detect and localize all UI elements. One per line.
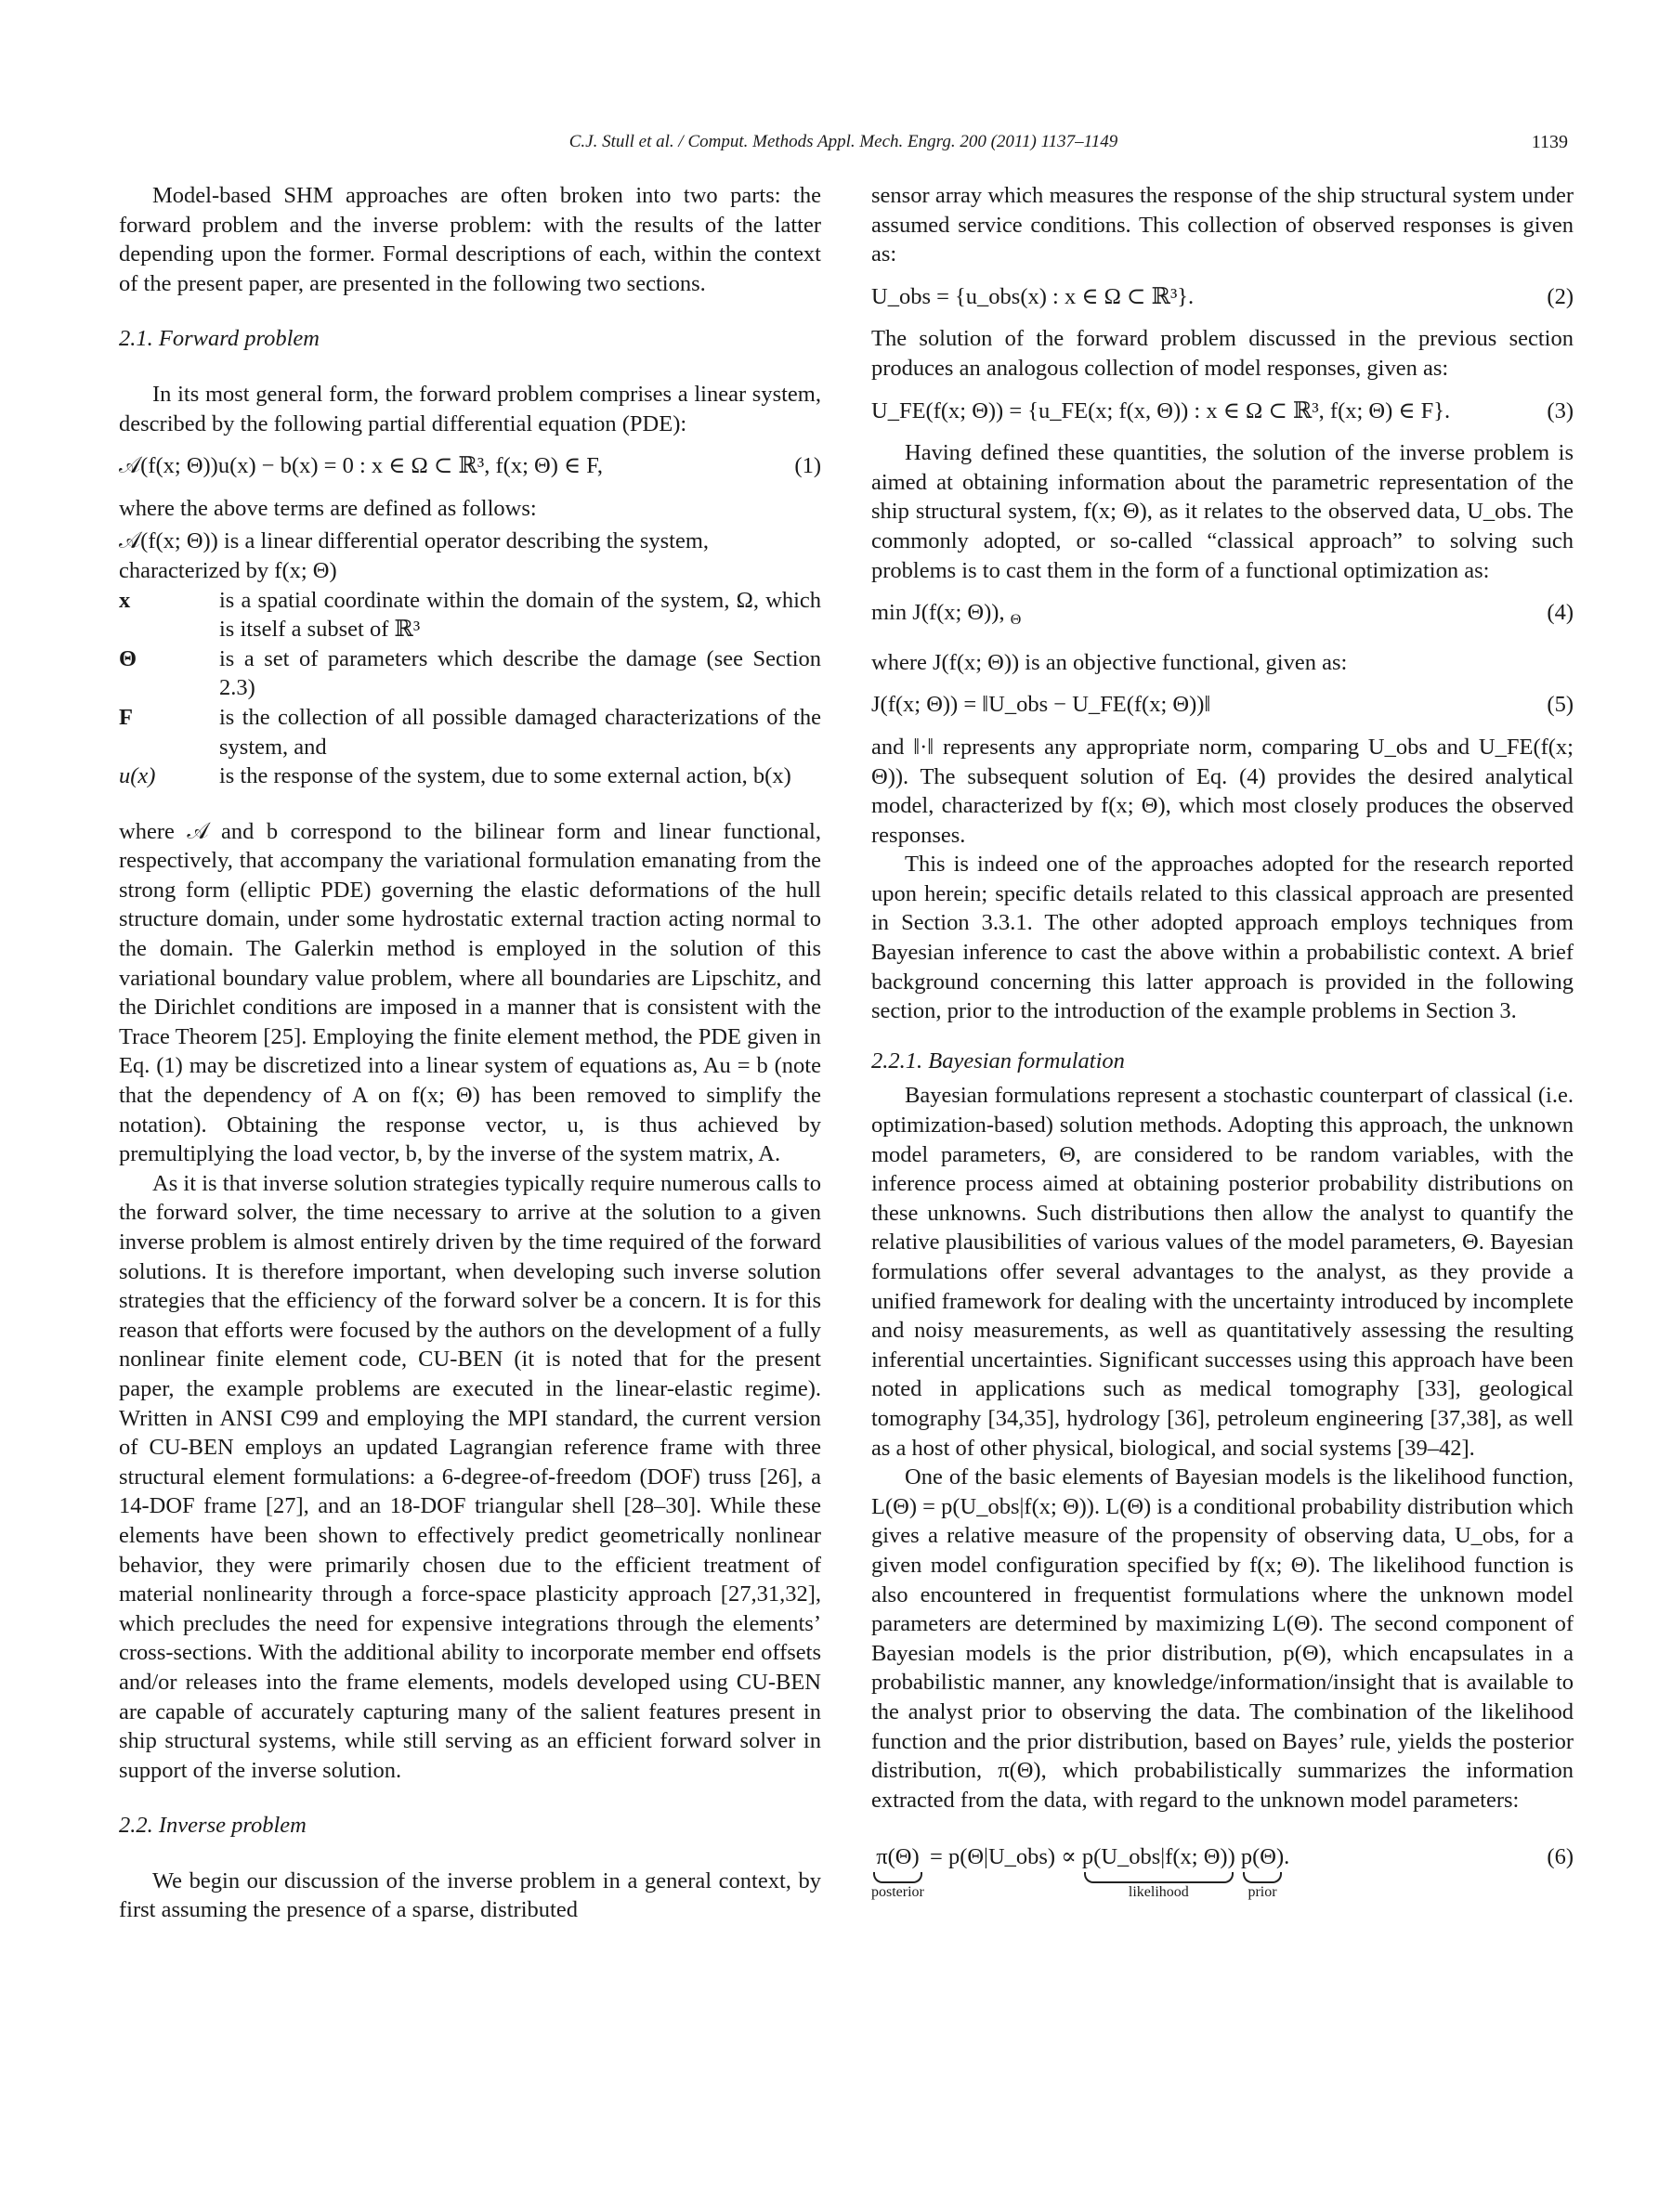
equation-6 bbox=[871, 1842, 1574, 1902]
paragraph-having: Having defined these quantities, the solution of the inverse problem is aimed at obtaining information about the parametric representation of the ship structural system, f(x; Θ), as it relates to the observed data, U_obs. The commonly adopted, or so-called “classical approach” to solving such problems is to cast them in the form of a functional optimization as: bbox=[871, 440, 1574, 583]
label-prior: prior bbox=[1248, 1883, 1277, 1900]
equation-2-math: U_obs = {u_obs(x) : x ∈ Ω ⊂ ℝ³}. bbox=[871, 283, 1195, 309]
definition-item bbox=[119, 586, 821, 644]
equation-3-math: U_FE(f(x; Θ)) = {u_FE(x; f(x, Θ)) : x ∈ Ω ⊂ ℝ³, f(x; Θ) ∈ F}. bbox=[871, 397, 1451, 423]
definition-item bbox=[119, 761, 821, 791]
left-column bbox=[119, 181, 821, 1925]
equation-2 bbox=[871, 282, 1574, 312]
definition-term: u(x) bbox=[119, 763, 156, 789]
running-head bbox=[119, 132, 1568, 152]
page-number: 1139 bbox=[1531, 132, 1568, 152]
definition-term: x bbox=[119, 587, 131, 613]
paragraph-inverse: We begin our discussion of the inverse problem in a general context, by first assuming the presence of a sparse, distributed bbox=[119, 1867, 821, 1923]
paragraph-where-j: where J(f(x; Θ)) is an objective functional, given as: bbox=[871, 649, 1348, 675]
paragraph-model: The solution of the forward problem discussed in the previous section produces an analogous collection of model responses, given as: bbox=[871, 326, 1574, 381]
definition-term: 𝒜(f(x; Θ)) bbox=[119, 528, 218, 554]
equation-5-number: (5) bbox=[1547, 692, 1574, 718]
brace-likelihood bbox=[1084, 1872, 1234, 1883]
equation-4 bbox=[871, 598, 1574, 635]
equation-5-math: J(f(x; Θ)) = ‖U_obs − U_FE(f(x; Θ))‖ bbox=[871, 692, 1211, 718]
definition-desc: is the response of the system, due to some external action, b(x) bbox=[219, 763, 791, 789]
section-heading-2-1: 2.1. Forward problem bbox=[119, 326, 320, 352]
paragraph-norm: and ‖·‖ represents any appropriate norm, comparing U_obs and U_FE(f(x; Θ)). The subsequent solution of Eq. (4) provides the desired analytical model, characterized by f(x; Θ), which most closely produces the observed responses. bbox=[871, 734, 1574, 848]
definition-term: F bbox=[119, 704, 133, 730]
equation-3 bbox=[871, 397, 1574, 426]
equation-6-end: . bbox=[1284, 1844, 1290, 1870]
underbrace-posterior: π(Θ) posterior bbox=[871, 1844, 924, 1900]
equation-1 bbox=[119, 451, 821, 481]
definition-list bbox=[119, 527, 821, 790]
paragraph-galerkin: where 𝒜 and b correspond to the bilinear form and linear functional, respectively, that accompany the variational formulation emanating from the strong form (elliptic PDE) governing the elastic deformations of the hull structure domain, under some hydrostatic external traction acting normal to the domain. The Galerkin method is employed in the solution of this variational boundary value problem, where all boundaries are Lipschitz, and the Dirichlet conditions are imposed in a manner that is consistent with the Trace Theorem [25]. Employing the finite element method, the PDE given in Eq. (1) may be discretized into a linear system of equations as, Au = b (note that the dependency of A on f(x; Θ) has been removed to simplify the notation). Obtaining the response vector, u, is thus achieved by premultiplying the load vector, b, by the inverse of the system matrix, A. bbox=[119, 818, 821, 1167]
brace-prior bbox=[1243, 1872, 1282, 1883]
paragraph-forward: In its most general form, the forward problem comprises a linear system, described by the following partial differential equation (PDE): bbox=[119, 381, 821, 436]
definition-item bbox=[119, 703, 821, 761]
paragraph-intro: Model-based SHM approaches are often broken into two parts: the forward problem and the inverse problem: with the results of the latter depending upon the former. Formal descriptions of each, within the context of the present paper, are presented in the following two sections. bbox=[119, 183, 821, 296]
definition-desc: is a set of parameters which describe the damage (see Section 2.3) bbox=[219, 645, 821, 701]
brace-posterior bbox=[873, 1872, 922, 1883]
label-likelihood: likelihood bbox=[1128, 1883, 1189, 1900]
paragraph-sensor: sensor array which measures the response of the ship structural system under assumed service conditions. This collection of observed responses is given as: bbox=[871, 183, 1574, 267]
equation-6-math bbox=[871, 1842, 1289, 1902]
paragraph-indeed: This is indeed one of the approaches adopted for the research reported upon herein; specific details related to this classical approach are presented in Section 3.3.1. The other adopted approach employs techniques from Bayesian inference to cast the above within a probabilistic context. A brief background concerning this latter approach is provided in the following section, prior to the introduction of the example problems in Section 3. bbox=[871, 852, 1574, 1024]
definition-item bbox=[119, 644, 821, 703]
equation-5 bbox=[871, 690, 1574, 720]
label-posterior: posterior bbox=[871, 1883, 924, 1900]
definition-desc: is a linear differential operator describing the system, characterized by f(x; Θ) bbox=[119, 528, 710, 583]
equation-4-math: min J(f(x; Θ)), $_\Theta$ bbox=[871, 600, 1022, 629]
paragraph-bayes: Bayesian formulations represent a stochastic counterpart of classical (i.e. optimization-based) solution methods. Adopting this approach, the unknown model parameters, Θ, are considered to be random variables, with the inference process aimed at obtaining posterior probability distributions on these unknowns. Such distributions then allow the analyst to quantify the relative plausibilities of various values of the model parameters, Θ. Bayesian formulations offer several advantages to the analyst, as they provide a unified framework for dealing with the uncertainty introduced by incomplete and noisy measurements, as well as quantitatively assessing the resulting inferential uncertainties. Significant successes using this approach have been noted in applications such as medical tomography [33], geological tomography [34,35], hydrology [36], petroleum engineering [37,38], as well as a host of other physical, biological, and social systems [39–42]. bbox=[871, 1083, 1574, 1461]
equation-4-number: (4) bbox=[1547, 600, 1574, 626]
right-column bbox=[871, 181, 1574, 1915]
paragraph-where: where the above terms are defined as follows: bbox=[119, 495, 537, 521]
definition-desc: is a spatial coordinate within the domain of the system, Ω, which is itself a subset of ℝ³ bbox=[219, 587, 821, 643]
underbrace-prior: p(Θ) prior bbox=[1240, 1844, 1285, 1900]
definition-desc: is the collection of all possible damaged characterizations of the system, and bbox=[219, 704, 821, 760]
paragraph-cuben: As it is that inverse solution strategies typically require numerous calls to the forward solver, the time necessary to arrive at the solution to a given inverse problem is almost entirely driven by the time required of the forward solutions. It is therefore important, when developing such inverse solution strategies that the efficiency of the forward solver be a concern. It is for this reason that efforts were focused by the authors on the development of a fully nonlinear finite element code, CU-BEN (it is noted that for the present paper, the example problems are executed in the linear-elastic regime). Written in ANSI C99 and employing the MPI standard, the current version of CU-BEN employs an updated Lagrangian reference frame with three structural element formulations: a 6-degree-of-freedom (DOF) truss [26], a 14-DOF frame [27], and an 18-DOF triangular shell [28–30]. While these elements have been shown to effectively predict geometrically nonlinear behavior, they were primarily chosen due to the efficient treatment of material nonlinearity through a force-space plasticity approach [27,31,32], which precludes the need for expensive integrations through the elements’ cross-sections. With the additional ability to incorporate member end offsets and/or releases into the frame elements, models developed using CU-BEN are capable of accurately capturing many of the salient features present in ship structural systems, while still serving as an efficient forward solver in support of the inverse solution. bbox=[119, 1170, 821, 1783]
equation-1-math: 𝒜(f(x; Θ))u(x) − b(x) = 0 : x ∈ Ω ⊂ ℝ³, f(x; Θ) ∈ F, bbox=[119, 453, 604, 479]
running-head-text: C.J. Stull et al. / Comput. Methods Appl. Mech. Engrg. 200 (2011) 1137–1149 bbox=[568, 132, 1118, 151]
definition-item bbox=[119, 527, 821, 585]
equation-6-middle: = p(Θ|U_obs) ∝ bbox=[923, 1844, 1082, 1870]
equation-3-number: (3) bbox=[1547, 397, 1574, 423]
equation-4-subscript: Θ bbox=[1010, 612, 1022, 629]
equation-1-number: (1) bbox=[794, 453, 821, 479]
section-heading-2-2-1: 2.2.1. Bayesian formulation bbox=[871, 1047, 1125, 1073]
paragraph-likelihood: One of the basic elements of Bayesian models is the likelihood function, L(Θ) = p(U_obs|f(x; Θ)). L(Θ) is a conditional probability distribution which gives a relative measure of the propensity of observing data, U_obs, for a given model configuration specified by f(x; Θ). The likelihood function is also encountered in frequentist formulations where the unknown model parameters are determined by maximizing L(Θ). The second component of Bayesian models is the prior distribution, p(Θ), which encapsulates in a probabilistic manner, any knowledge/information/insight that is available to the analyst prior to observing the data. The combination of the likelihood function and the prior distribution, based on Bayes’ rule, yields the posterior distribution, π(Θ), which probabilistically summarizes the information extracted from the data, with regard to the unknown model parameters: bbox=[871, 1464, 1574, 1813]
definition-term: Θ bbox=[119, 645, 137, 671]
underbrace-likelihood: p(U_obs|f(x; Θ)) likelihood bbox=[1081, 1844, 1235, 1900]
section-heading-2-2: 2.2. Inverse problem bbox=[119, 1813, 307, 1839]
equation-2-number: (2) bbox=[1547, 283, 1574, 309]
equation-6-number: (6) bbox=[1547, 1844, 1574, 1870]
